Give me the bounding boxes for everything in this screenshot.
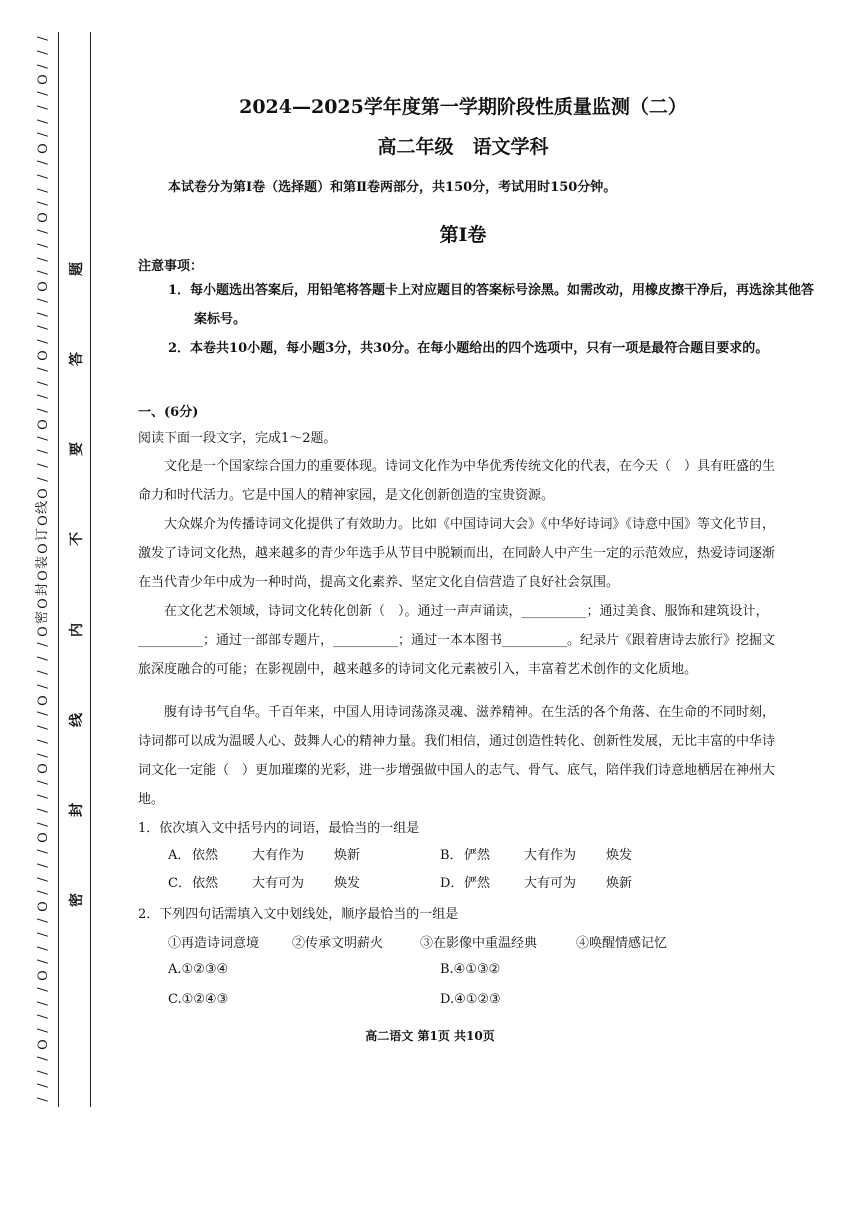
- exam-intro: 本试卷分为第Ⅰ卷（选择题）和第Ⅱ卷两部分，共150分，考试用时150分钟。: [168, 180, 617, 195]
- seal-mark: /: [35, 821, 51, 827]
- q1-option-d-letter: D．: [440, 876, 464, 891]
- seal-mark: /: [35, 325, 51, 331]
- seal-mark: /: [35, 270, 51, 275]
- question-1-stem: 1．依次填入文中括号内的词语，最恰当的一组是: [138, 821, 420, 836]
- seal-mark: /: [35, 794, 51, 799]
- seal-mark: /: [35, 380, 51, 386]
- seal-mark: O: [35, 515, 51, 527]
- exam-title: 2024—2025学年度第一学期阶段性质量监测（二）: [239, 96, 687, 118]
- seal-mark: /: [35, 959, 51, 965]
- seal-mark: /: [35, 243, 51, 248]
- seal-mark: /: [35, 435, 51, 441]
- seal-mark: O: [35, 74, 51, 86]
- seal-mark: /: [35, 876, 51, 882]
- q2-sentence-4: ④唤醒情感记忆: [576, 936, 668, 951]
- seal-mark: O: [35, 1039, 51, 1050]
- seal-mark: /: [35, 477, 51, 482]
- notes-heading: 注意事项：: [138, 259, 204, 274]
- q1-option-b-w2: 大有作为: [524, 848, 577, 863]
- q1-option-a-w1: 依然: [192, 848, 219, 863]
- seal-mark: /: [35, 752, 51, 758]
- seal-mark: O: [35, 970, 51, 981]
- seal-mark: /: [35, 229, 51, 234]
- seal-mark: /: [35, 945, 51, 951]
- q1-option-c-w2: 大有可为: [252, 876, 305, 891]
- passage-paragraph-4: 腹有诗书气自华。千百年来，中国人用诗词荡涤灵魂、滋养精神。在生活的各个角落、在生命的不同时刻，诗词都可以成为温暖人心、鼓舞人心的精神力量。我们相信，通过创造性转化、创新性发展，无比丰富的中华诗词文化一定能（ ）更加璀璨的光彩，进一步增强做中国人的志气、骨气、底气，陪伴我们诗意地栖居在神州大地。: [138, 705, 776, 807]
- seal-mark: /: [35, 863, 51, 868]
- seal-mark: /: [35, 849, 51, 854]
- seal-mark: /: [35, 684, 51, 689]
- margin-char: 密: [69, 892, 85, 907]
- seal-mark: /: [35, 339, 51, 344]
- part-instruction: 阅读下面一段文字，完成1～2题。: [138, 431, 337, 446]
- seal-mark: /: [35, 890, 51, 896]
- seal-mark: /: [35, 256, 51, 262]
- question-2-stem: 2．下列四句话需填入文中划线处，顺序最恰当的一组是: [138, 907, 459, 922]
- seal-mark: /: [35, 1069, 51, 1075]
- seal-mark: 订: [35, 528, 51, 542]
- q2-sentence-2: ②传承文明薪火: [292, 936, 384, 951]
- q1-option-c-letter: C．: [168, 876, 191, 891]
- seal-mark: /: [35, 918, 51, 923]
- seal-mark: /: [35, 394, 51, 400]
- seal-mark: O: [35, 570, 51, 582]
- seal-mark: /: [35, 932, 51, 937]
- seal-mark: /: [35, 1056, 51, 1061]
- passage-paragraph-1: 文化是一个国家综合国力的重要体现。诗词文化作为中华优秀传统文化的代表，在今天（ ）具有旺盛的生命力和时代活力。它是中国人的精神家园，是文化创新创造的宝贵资源。: [138, 459, 776, 503]
- seal-mark: /: [35, 1083, 51, 1089]
- seal-mark: O: [35, 212, 51, 223]
- binding-margin: [28, 32, 92, 1107]
- seal-mark: O: [35, 694, 51, 706]
- seal-mark: /: [35, 642, 51, 648]
- seal-mark: /: [35, 1014, 51, 1020]
- passage-paragraph-3: 在文化艺术领域，诗词文化转化创新（ ）。通过一声声诵读，__________；通过美食、服饰和建筑设计，__________；通过一部部专题片，__________；通过一本本图书__________。纪录片《跟着唐诗去旅行》挖掘文旅深度融合的可能；在影视剧中，越来越多的诗词文化元素被引入，丰富着艺术创作的文化质地。: [138, 604, 776, 677]
- section-title: 第Ⅰ卷: [439, 224, 487, 246]
- seal-mark: 线: [35, 500, 51, 514]
- margin-char: 要: [69, 442, 85, 457]
- seal-mark: /: [35, 1028, 51, 1033]
- q1-option-b-w1: 俨然: [464, 848, 491, 863]
- seal-mark: O: [35, 598, 51, 609]
- seal-mark: /: [35, 463, 51, 468]
- seal-mark: /: [35, 118, 51, 124]
- q1-option-c-w1: 依然: [192, 876, 219, 891]
- margin-char: 不: [69, 532, 85, 547]
- seal-mark: /: [35, 187, 51, 193]
- q2-option-d: D.④①②③: [440, 992, 501, 1007]
- seal-mark: O: [35, 543, 51, 554]
- seal-mark: 装: [35, 555, 51, 569]
- q1-option-b-w3: 焕发: [606, 848, 633, 863]
- page-footer: 高二语文 第1页 共10页: [365, 1029, 495, 1043]
- q1-option-d-w2: 大有可为: [524, 876, 577, 891]
- margin-line-right: [90, 32, 91, 1107]
- seal-mark: /: [35, 174, 51, 179]
- seal-mark: /: [35, 739, 51, 744]
- seal-mark: /: [35, 780, 51, 785]
- seal-line-marks: [30, 32, 56, 1107]
- seal-mark: 封: [35, 583, 51, 597]
- q1-option-c-w3: 焕发: [334, 876, 361, 891]
- margin-char: 线: [69, 712, 85, 727]
- q2-option-b: B.④①③②: [440, 962, 501, 977]
- exam-subtitle: 高二年级 语文学科: [377, 136, 549, 158]
- seal-mark: O: [35, 419, 51, 430]
- seal-mark: O: [35, 763, 51, 775]
- seal-mark: /: [35, 725, 51, 730]
- q1-option-a-w2: 大有作为: [252, 848, 305, 863]
- part-heading: 一、(6分): [138, 405, 199, 420]
- seal-mark: /: [35, 449, 51, 455]
- seal-mark: /: [35, 1000, 51, 1006]
- seal-mark: /: [35, 50, 51, 55]
- q1-option-d-w3: 焕新: [606, 876, 633, 891]
- seal-mark: /: [35, 1097, 51, 1102]
- q1-option-d-w1: 俨然: [464, 876, 491, 891]
- seal-mark: /: [35, 105, 51, 110]
- seal-mark: O: [35, 281, 51, 292]
- seal-mark: O: [35, 625, 51, 637]
- seal-mark: /: [35, 298, 51, 303]
- margin-char: 封: [69, 802, 85, 817]
- q2-sentence-1: ①再造诗词意境: [168, 936, 260, 951]
- seal-mark: O: [35, 487, 51, 499]
- seal-mark: 密: [35, 610, 51, 624]
- q2-option-a: A.①②③④: [168, 962, 229, 977]
- seal-mark: /: [35, 711, 51, 716]
- q1-option-a-letter: A．: [168, 848, 191, 863]
- seal-mark: O: [35, 832, 51, 844]
- seal-mark: /: [35, 36, 51, 41]
- seal-mark: /: [35, 91, 51, 96]
- note-item-2: 2．本卷共10小题，每小题3分，共30分。在每小题给出的四个选项中，只有一项是最符合题目要求的。: [168, 341, 769, 356]
- seal-mark: /: [35, 201, 51, 207]
- margin-char: 答: [69, 352, 85, 367]
- seal-mark: /: [35, 987, 51, 992]
- q1-option-b-letter: B．: [440, 848, 463, 863]
- q2-option-c: C.①②④③: [168, 992, 229, 1007]
- seal-mark: O: [35, 143, 51, 155]
- q2-sentence-3: ③在影像中重温经典: [420, 936, 538, 951]
- seal-mark: O: [35, 901, 51, 913]
- margin-line-left: [58, 32, 59, 1107]
- seal-mark: /: [35, 63, 51, 69]
- seal-mark: /: [35, 408, 51, 413]
- seal-mark: O: [35, 350, 51, 361]
- seal-mark: /: [35, 311, 51, 317]
- q1-option-a-w3: 焕新: [334, 848, 361, 863]
- passage-paragraph-2: 大众媒介为传播诗词文化提供了有效助力。比如《中国诗词大会》《中华好诗词》《诗意中国》等文化节目，激发了诗词文化热，越来越多的青少年选手从节目中脱颖而出，在同龄人中产生一定的示范效应，热爱诗词逐渐在当代青少年中成为一种时尚，提高文化素养、坚定文化自信营造了良好社会氛围。: [138, 517, 776, 590]
- seal-mark: /: [35, 367, 51, 372]
- seal-mark: /: [35, 656, 51, 661]
- margin-char: 题: [69, 262, 85, 276]
- seal-mark: /: [35, 132, 51, 138]
- seal-mark: /: [35, 160, 51, 165]
- margin-char: 内: [69, 622, 85, 637]
- seal-mark: /: [35, 670, 51, 675]
- no-answer-zone-text: [66, 262, 88, 907]
- note-item-1: 1．每小题选出答案后，用铅笔将答题卡上对应题目的答案标号涂黑。如需改动，用橡皮擦干净后，再选涂其他答案标号。: [168, 283, 815, 327]
- seal-mark: /: [35, 808, 51, 813]
